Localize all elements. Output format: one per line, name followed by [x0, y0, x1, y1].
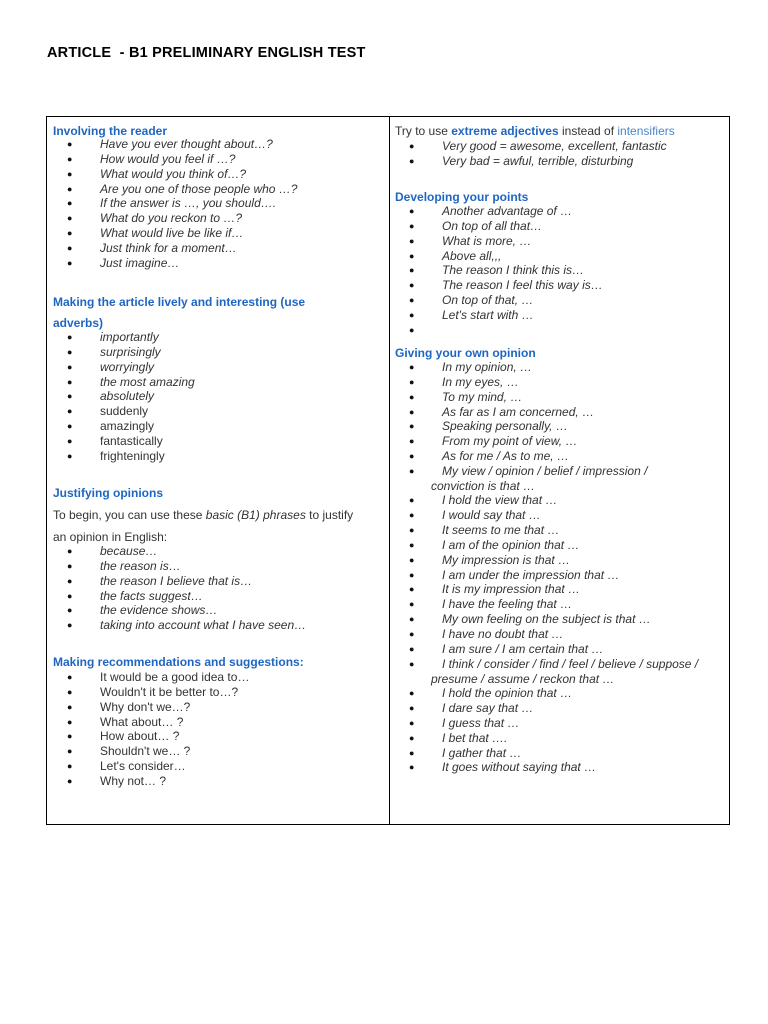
list-item-text: My view / opinion / belief / impression / — [442, 463, 648, 478]
justifying-intro — [53, 508, 353, 522]
bullet-icon: ● — [409, 703, 415, 714]
bullet-icon: ● — [409, 762, 415, 773]
list-item-text: suddenly — [100, 404, 149, 418]
bullet-icon: ● — [67, 560, 73, 571]
bullet-icon: ● — [67, 391, 73, 402]
list-item-text: frighteningly — [100, 448, 165, 463]
bullet-icon: ● — [409, 732, 415, 743]
list-item-text: I guess that … — [442, 715, 520, 730]
list-item-text: How about… ? — [100, 729, 180, 744]
bullet-icon: ● — [67, 761, 73, 772]
list-item-text: Wouldn't it be better to…? — [100, 684, 239, 699]
bullet-icon: ● — [67, 376, 73, 387]
list-item-text: What would live be like if… — [100, 226, 244, 241]
list-item-text: Above all,,, — [442, 248, 502, 263]
list-item-text: Very bad = awful, terrible, disturbing — [442, 153, 634, 168]
list-item-text: Have you ever thought about…? — [100, 137, 273, 151]
bullet-icon: ● — [67, 228, 73, 239]
bullet-icon: ● — [409, 539, 415, 550]
adjectives-intro — [395, 124, 675, 138]
list-item-text: Speaking personally, … — [442, 419, 568, 434]
bullet-icon: ● — [67, 605, 73, 616]
bullet-icon: ● — [67, 716, 73, 727]
adjectives-intro-mid: instead of — [558, 124, 618, 138]
list-item-text: Are you one of those people who …? — [100, 181, 298, 196]
bullet-icon: ● — [67, 672, 73, 682]
list-item-text: It is my impression that … — [442, 582, 581, 597]
list-item-text: On top of all that… — [442, 218, 543, 233]
bullet-icon: ● — [67, 590, 73, 601]
bullet-icon: ● — [409, 569, 415, 580]
bullet-icon: ● — [409, 688, 415, 699]
bullet-icon: ● — [409, 141, 415, 151]
bullet-icon: ● — [67, 139, 73, 149]
justifying-intro-text: To begin, you can use these — [53, 508, 206, 522]
list-item-text: I hold the view that … — [442, 493, 558, 508]
involving-reader-heading: Involving the reader — [53, 124, 168, 138]
list-item-text: How would you feel if …? — [100, 151, 236, 166]
list-item-text: the evidence shows… — [100, 603, 218, 618]
lively-heading-line1: Making the article lively and interesting (use — [53, 295, 306, 309]
bullet-icon: ● — [67, 731, 73, 742]
list-item-text: Why not… ? — [100, 773, 167, 788]
phrases-table — [46, 116, 730, 825]
bullet-icon: ● — [409, 747, 415, 758]
document-title: ARTICLE - B1 PRELIMINARY ENGLISH TEST — [47, 45, 366, 61]
list-item-text: From my point of view, … — [442, 434, 578, 449]
list-item-text: Very good = awesome, excellent, fantastic — [442, 139, 667, 153]
recommendations-heading: Making recommendations and suggestions: — [53, 655, 304, 669]
bullet-icon: ● — [409, 525, 415, 536]
bullet-icon: ● — [409, 629, 415, 639]
justifying-intro-line2: an opinion in English: — [53, 530, 168, 544]
list-item-text: To my mind, … — [442, 389, 523, 404]
list-item-text: I would say that … — [442, 508, 541, 523]
bullet-icon: ● — [67, 701, 73, 712]
list-item-text: In my opinion, … — [442, 360, 533, 374]
justifying-intro-text-end: to justify — [305, 508, 354, 522]
bullet-icon: ● — [409, 309, 415, 320]
bullet-icon: ● — [409, 465, 415, 476]
list-item-text: The reason I think this is… — [442, 263, 585, 278]
bullet-icon: ● — [409, 510, 415, 521]
list-item-text: Why don't we…? — [100, 699, 191, 714]
developing-heading: Developing your points — [395, 190, 529, 204]
bullet-icon: ● — [67, 435, 73, 446]
bullet-icon: ● — [409, 235, 415, 246]
bullet-icon: ● — [409, 584, 415, 595]
bullet-icon: ● — [67, 620, 73, 631]
list-item-text: I have no doubt that … — [442, 627, 564, 641]
bullet-icon: ● — [409, 391, 415, 402]
column-divider — [389, 117, 390, 824]
bullet-icon: ● — [409, 295, 415, 306]
bullet-icon: ● — [67, 213, 73, 224]
bullet-icon: ● — [67, 242, 73, 253]
list-item-text: It goes without saying that … — [442, 760, 597, 775]
list-item-text: the facts suggest… — [100, 588, 203, 603]
list-item-text: On top of that, … — [442, 293, 534, 308]
list-item-text: What do you reckon to …? — [100, 211, 243, 226]
bullet-icon: ● — [67, 546, 73, 556]
bullet-icon: ● — [409, 406, 415, 417]
list-item-text: I hold the opinion that … — [442, 686, 573, 701]
list-item-text: because… — [100, 544, 158, 558]
list-item-text: Just think for a moment… — [100, 240, 237, 255]
bullet-icon: ● — [409, 614, 415, 625]
bullet-icon: ● — [409, 717, 415, 728]
extreme-adjectives-label: extreme adjectives — [451, 124, 559, 138]
list-item-text: I have the feeling that … — [442, 597, 573, 612]
bullet-icon: ● — [67, 332, 73, 342]
list-item-text: the reason I believe that is… — [100, 573, 253, 588]
bullet-icon: ● — [409, 495, 415, 506]
bullet-icon: ● — [67, 686, 73, 697]
list-item-text: What is more, … — [442, 233, 532, 248]
list-item-text: What would you think of…? — [100, 166, 247, 181]
list-item-text: Let's start with … — [442, 307, 534, 322]
bullet-icon: ● — [409, 250, 415, 261]
list-item-text: My own feeling on the subject is that … — [442, 612, 651, 627]
bullet-icon: ● — [409, 436, 415, 447]
bullet-icon: ● — [409, 362, 415, 372]
list-item-text: worryingly — [100, 359, 155, 374]
justifying-intro-italic: basic (B1) phrases — [205, 508, 306, 522]
list-item-text: amazingly — [100, 418, 155, 433]
list-item-text: In my eyes, … — [442, 374, 519, 389]
list-item-text: I am under the impression that … — [442, 567, 620, 582]
list-item-text: As for me / As to me, … — [442, 449, 569, 464]
list-item-text: absolutely — [100, 389, 155, 404]
bullet-icon: ● — [67, 361, 73, 372]
list-item-text: I bet that …. — [442, 730, 508, 745]
list-item-text: If the answer is …, you should…. — [100, 196, 277, 211]
list-item-text: Shouldn't we… ? — [100, 744, 191, 759]
list-item-text: surprisingly — [100, 344, 161, 359]
list-item-text-continued: conviction is that … — [431, 478, 536, 493]
list-item-text: Let's consider… — [100, 759, 186, 774]
list-item-text: I am of the opinion that … — [442, 537, 580, 552]
bullet-icon: ● — [409, 554, 415, 565]
bullet-icon: ● — [67, 168, 73, 179]
list-item-text: My impression is that … — [442, 552, 571, 567]
bullet-icon: ● — [409, 220, 415, 231]
bullet-icon: ● — [409, 451, 415, 462]
adjectives-intro-text: Try to use — [395, 124, 452, 138]
list-item-text: taking into account what I have seen… — [100, 618, 307, 633]
lively-heading-line2: adverbs) — [53, 316, 104, 330]
bullet-icon: ● — [409, 155, 415, 166]
list-item-text: It seems to me that … — [442, 523, 560, 538]
intensifiers-label: intensifiers — [617, 124, 675, 138]
list-item-text: What about… ? — [100, 714, 184, 729]
list-item-text: importantly — [100, 330, 159, 344]
bullet-icon: ● — [409, 280, 415, 291]
bullet-icon: ● — [67, 775, 73, 786]
list-item-text: It would be a good idea to… — [100, 670, 250, 684]
bullet-icon: ● — [67, 420, 73, 431]
list-item-text: Another advantage of … — [442, 204, 573, 218]
list-item-text: I gather that … — [442, 745, 522, 760]
bullet-icon: ● — [409, 206, 415, 216]
justifying-heading: Justifying opinions — [53, 486, 163, 500]
list-item-text: the most amazing — [100, 374, 195, 389]
list-item-text: I am sure / I am certain that … — [442, 641, 604, 656]
list-item-text: The reason I feel this way is… — [442, 278, 603, 293]
bullet-icon: ● — [409, 643, 415, 654]
bullet-icon: ● — [67, 406, 73, 416]
bullet-icon: ● — [67, 198, 73, 209]
list-item-text: fantastically — [100, 433, 163, 448]
bullet-icon: ● — [67, 153, 73, 164]
list-item-text: I think / consider / find / feel / believe / suppose / — [442, 656, 699, 671]
bullet-icon: ● — [409, 421, 415, 432]
bullet-icon: ● — [67, 450, 73, 461]
bullet-icon: ● — [409, 376, 415, 387]
bullet-icon: ● — [67, 183, 73, 194]
bullet-icon: ● — [409, 324, 415, 335]
bullet-icon: ● — [67, 746, 73, 757]
opinion-heading: Giving your own opinion — [395, 346, 536, 360]
bullet-icon: ● — [67, 257, 73, 268]
bullet-icon: ● — [409, 599, 415, 610]
list-item-text: I dare say that … — [442, 701, 534, 716]
bullet-icon: ● — [409, 658, 415, 669]
list-item-text-continued: presume / assume / reckon that … — [431, 671, 615, 686]
list-item-text: Just imagine… — [100, 255, 180, 270]
bullet-icon: ● — [67, 575, 73, 586]
list-item-text: the reason is… — [100, 558, 181, 573]
bullet-icon: ● — [67, 346, 73, 357]
bullet-icon: ● — [409, 265, 415, 276]
list-item-text: As far as I am concerned, … — [442, 404, 595, 419]
